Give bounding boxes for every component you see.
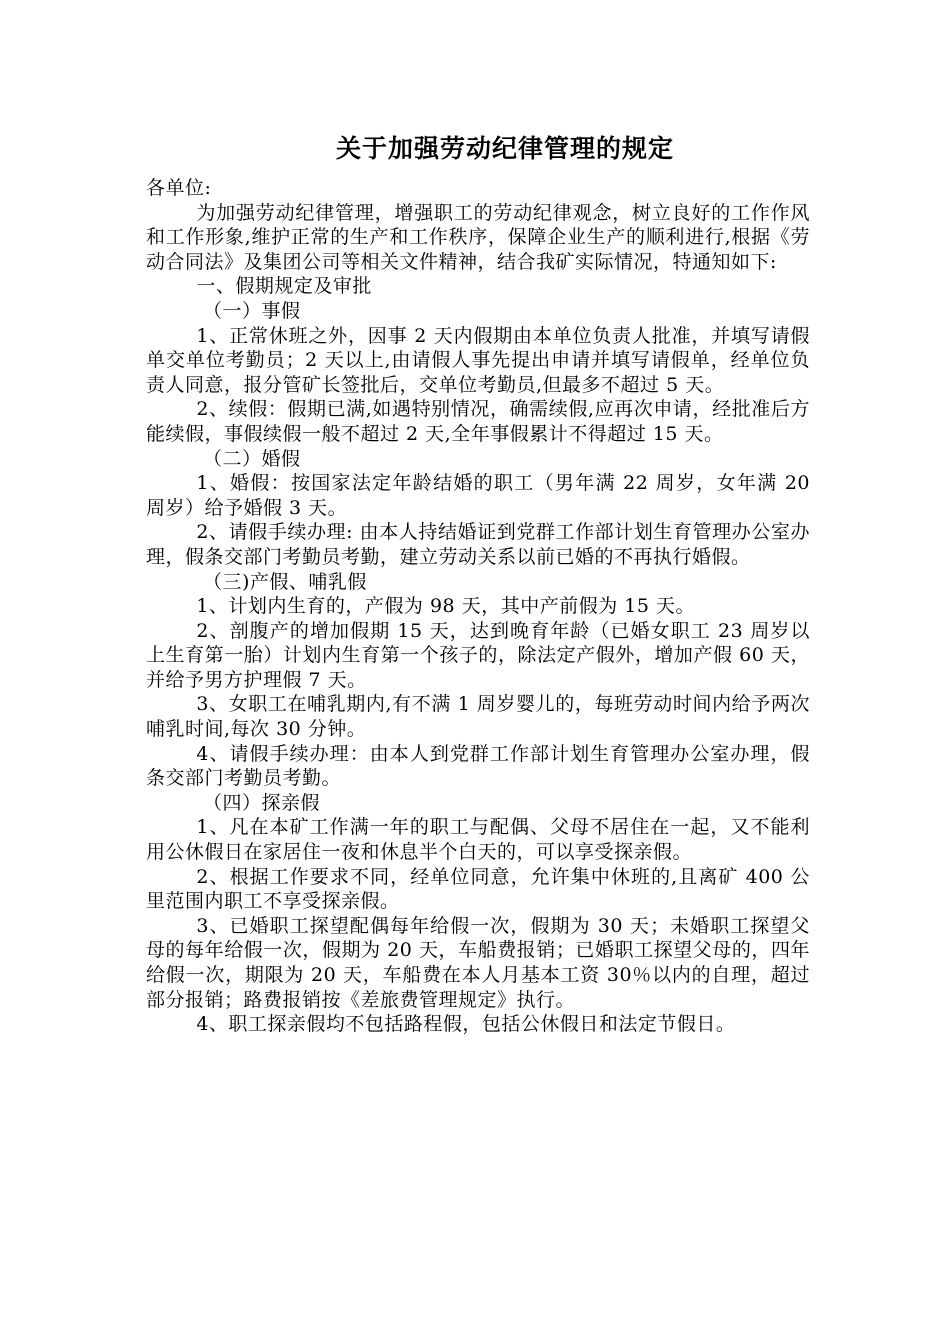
clause-paragraph: 4、职工探亲假均不包括路程假，包括公休假日和法定节假日。 — [196, 1013, 736, 1036]
subsection-heading: （三)产假、哺乳假 — [203, 570, 367, 593]
clause-paragraph: 2、剖腹产的增加假期 15 天，达到晚育年龄（已婚女职工 23 周岁以上生育第一胎）计划内生育第一个孩子的，除法定产假外，增加产假 60 天，并给予男方护理假 7 天。 — [146, 619, 810, 691]
section-heading: 一、假期规定及审批 — [196, 275, 372, 298]
clause-paragraph: 1、凡在本矿工作满一年的职工与配偶、父母不居住在一起，又不能利用公休假日在家居住一夜和休息半个白天的，可以享受探亲假。 — [146, 816, 810, 864]
document-body — [146, 176, 810, 1037]
subsection-heading: （一）事假 — [203, 299, 301, 322]
subsection-heading: （四）探亲假 — [203, 791, 321, 814]
subsection-heading: （二）婚假 — [203, 447, 301, 470]
clause-paragraph: 2、根据工作要求不同，经单位同意，允许集中休班的,且离矿 400 公里范围内职工不享受探亲假。 — [146, 865, 810, 913]
clause-paragraph: 4、请假手续办理：由本人到党群工作部计划生育管理办公室办理，假条交部门考勤员考勤。 — [146, 742, 810, 790]
clause-paragraph: 3、女职工在哺乳期内,有不满 1 周岁婴儿的，每班劳动时间内给予两次哺乳时间,每次 30 分钟。 — [146, 693, 810, 741]
document-title: 关于加强劳动纪律管理的规定 — [335, 134, 674, 163]
clause-paragraph: 1、婚假：按国家法定年龄结婚的职工（男年满 22 周岁，女年满 20 周岁）给予婚假 3 天。 — [146, 472, 810, 519]
clause-paragraph: 3、已婚职工探望配偶每年给假一次，假期为 30 天；未婚职工探望父母的每年给假一次，假期为 20 天，车船费报销；已婚职工探望父母的，四年给假一次，期限为 20 天，车船费在本人月基本工资 30％以内的自理，超过部分报销；路费报销按《差旅费管理规定》执行。 — [146, 914, 810, 1011]
clause-paragraph: 2、请假手续办理: 由本人持结婚证到党群工作部计划生育管理办公室办理，假条交部门考勤员考勤，建立劳动关系以前已婚的不再执行婚假。 — [146, 521, 810, 568]
clause-paragraph: 1、正常休班之外，因事 2 天内假期由本单位负责人批准，并填写请假单交单位考勤员；2 天以上,由请假人事先提出申请并填写请假单，经单位负责人同意，报分管矿长签批后，交单位考勤员,但最多不超过 5 天。 — [146, 324, 810, 396]
clause-paragraph: 1、计划内生育的，产假为 98 天，其中产前假为 15 天。 — [196, 595, 695, 618]
greeting: 各单位: — [146, 177, 212, 199]
clause-paragraph: 2、续假：假期已满,如遇特别情况，确需续假,应再次申请，经批准后方能续假，事假续假一般不超过 2 天,全年事假累计不得超过 15 天。 — [146, 398, 810, 445]
intro-paragraph: 为加强劳动纪律管理，增强职工的劳动纪律观念，树立良好的工作作风和工作形象,维护正常的生产和工作秩序，保障企业生产的顺利进行,根据《劳动合同法》及集团公司等相关文件精神，结合我矿实际情况，特通知如下: — [146, 201, 810, 273]
